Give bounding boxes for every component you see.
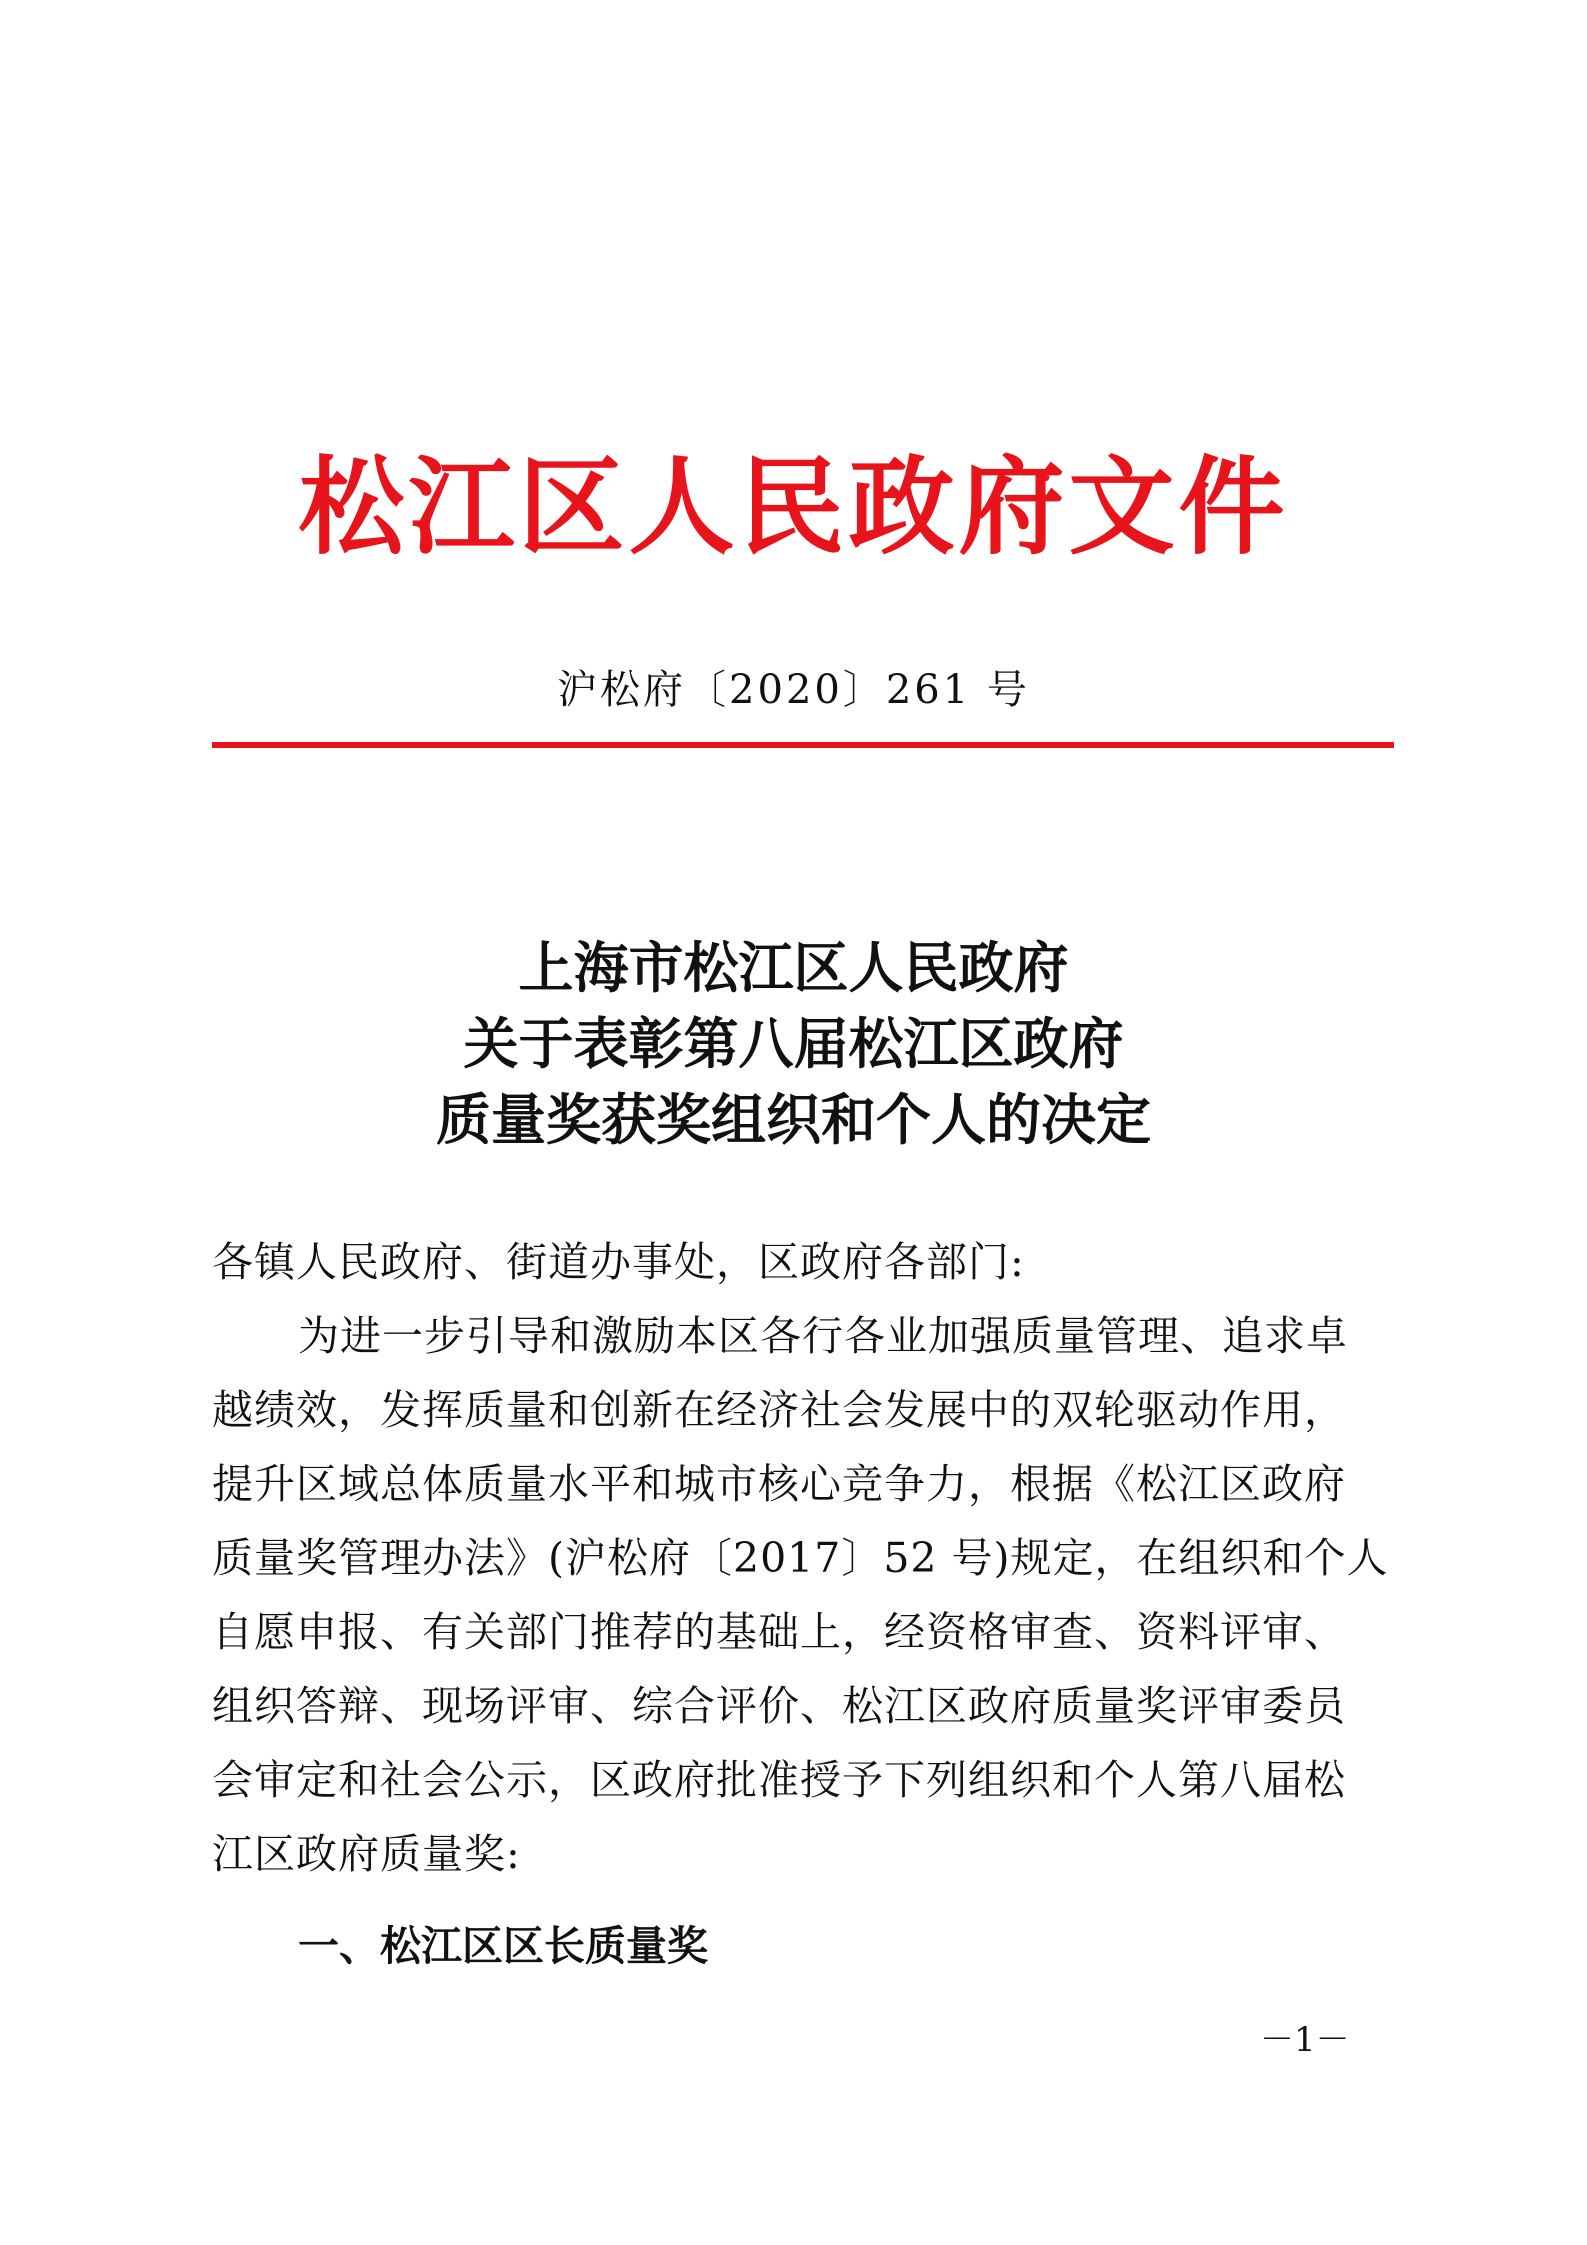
section-heading: 一、松江区区长质量奖	[298, 1922, 708, 1970]
red-divider-rule	[212, 742, 1394, 748]
body-line-5: 自愿申报、有关部门推荐的基础上，经资格审查、资料评审、	[212, 1608, 1346, 1656]
body-line-6: 组织答辩、现场评审、综合评价、松江区政府质量奖评审委员	[212, 1682, 1346, 1730]
title-line-2: 关于表彰第八届松江区政府	[463, 1011, 1124, 1076]
body-line-7: 会审定和社会公示，区政府批准授予下列组织和个人第八届松	[212, 1756, 1346, 1804]
addressee-line: 各镇人民政府、街道办事处，区政府各部门:	[212, 1238, 1025, 1286]
title-line-1: 上海市松江区人民政府	[518, 935, 1069, 1000]
body-line-3: 提升区域总体质量水平和城市核心竞争力，根据《松江区政府	[212, 1460, 1346, 1508]
document-title	[0, 930, 1587, 1158]
document-body	[212, 1225, 1389, 1891]
body-line-8: 江区政府质量奖:	[212, 1830, 521, 1878]
body-line-4: 质量奖管理办法》(沪松府〔2017〕52 号)规定，在组织和个人	[212, 1534, 1389, 1582]
page-number: －1－	[1260, 2020, 1350, 2060]
masthead-title: 松江区人民政府文件	[298, 446, 1289, 569]
body-line-1: 为进一步引导和激励本区各行各业加强质量管理、追求卓	[298, 1312, 1348, 1360]
title-line-3: 质量奖获奖组织和个人的决定	[435, 1087, 1151, 1152]
document-number: 沪松府〔2020〕261 号	[557, 667, 1030, 713]
body-line-2: 越绩效，发挥质量和创新在经济社会发展中的双轮驱动作用，	[212, 1386, 1346, 1434]
